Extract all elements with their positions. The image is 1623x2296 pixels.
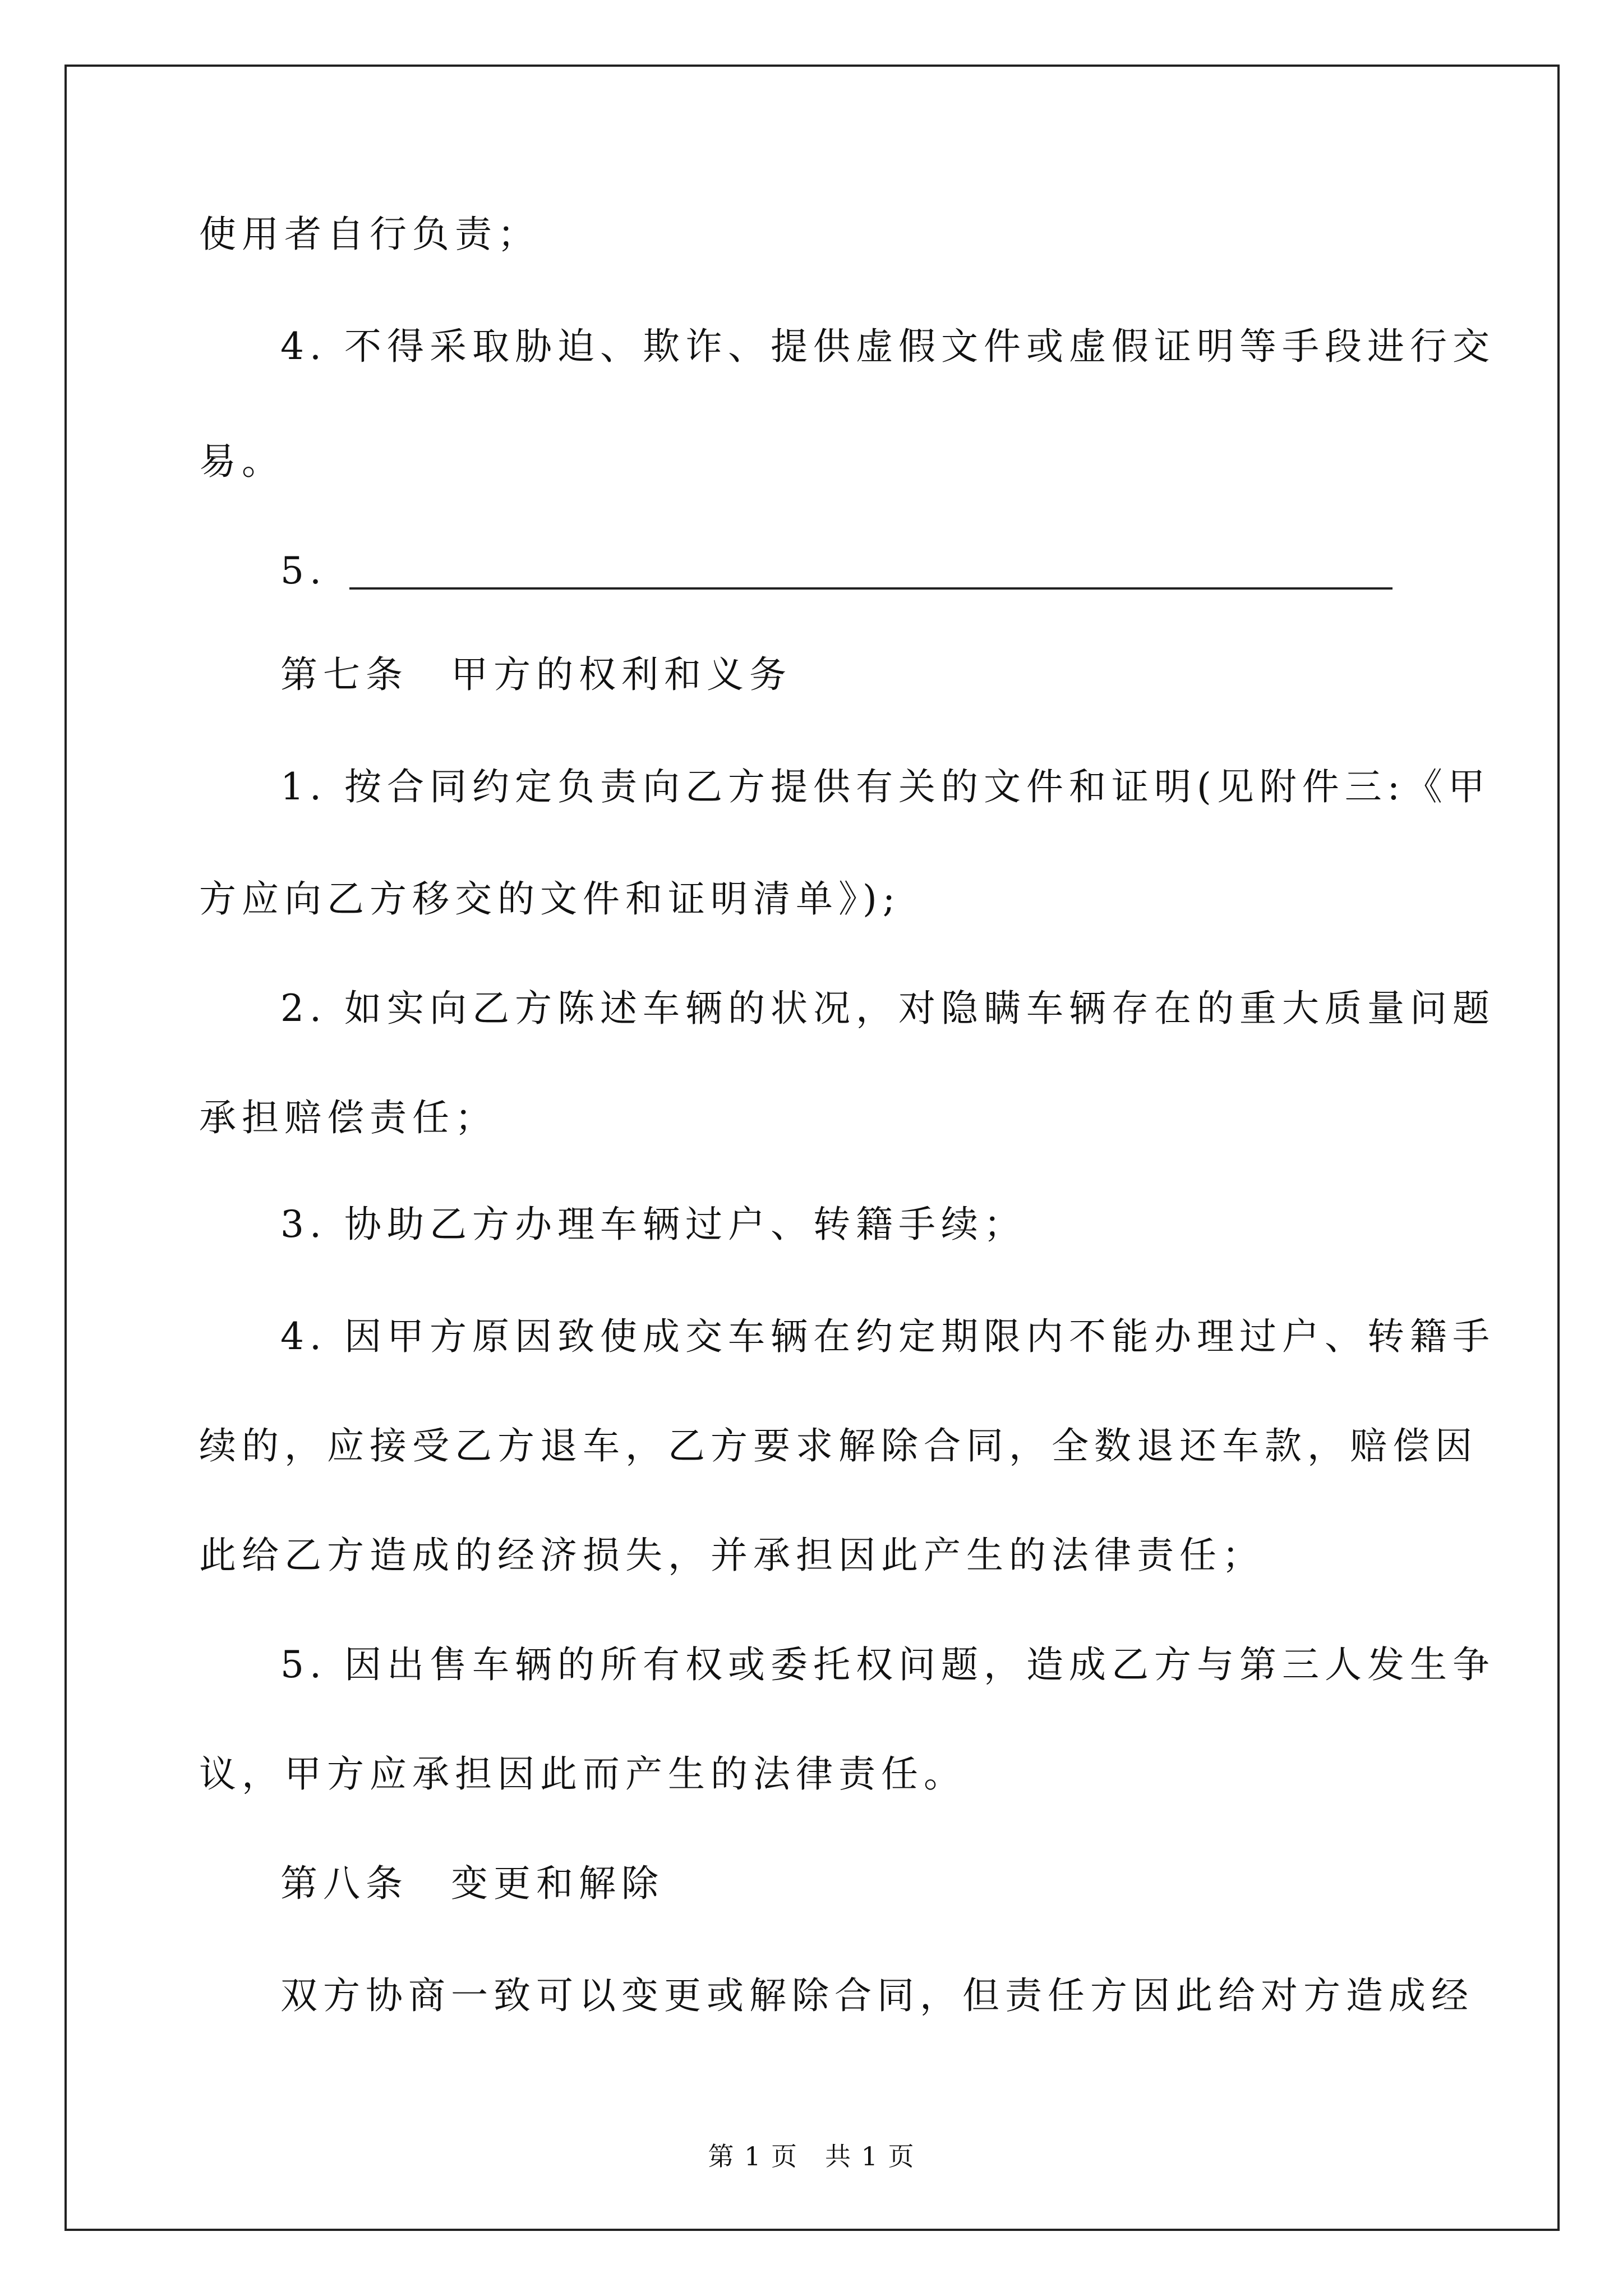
text-line: 使用者自行负责；	[199, 213, 540, 256]
text-line: 4. 不得采取胁迫、欺诈、提供虚假文件或虚假证明等手段进行交	[280, 325, 1495, 368]
text-line: 3. 协助乙方办理车辆过户、转籍手续；	[280, 1203, 1026, 1246]
text-line: 易。	[199, 440, 284, 483]
text-line: 方应向乙方移交的文件和证明清单》);	[199, 877, 901, 921]
item-number: 5.	[280, 549, 327, 592]
text-line: 双方协商一致可以变更或解除合同，但责任方因此给对方造成经	[280, 1974, 1474, 2017]
text-line: 续的，应接受乙方退车，乙方要求解除合同，全数退还车款，赔偿因	[199, 1424, 1478, 1467]
text-line: 议，甲方应承担因此而产生的法律责任。	[199, 1752, 966, 1796]
text-line: 此给乙方造成的经济损失，并承担因此产生的法律责任；	[199, 1534, 1265, 1577]
fill-in-blank	[349, 554, 1393, 590]
page-footer: 第 1 页 共 1 页	[708, 2141, 915, 2171]
text-line: 1. 按合同约定负责向乙方提供有关的文件和证明(见附件三:《甲	[280, 765, 1491, 808]
text-line: 承担赔偿责任；	[199, 1096, 497, 1139]
section-heading: 第七条 甲方的权利和义务	[280, 653, 792, 696]
numbered-blank-line	[280, 549, 1393, 592]
text-line: 4. 因甲方原因致使成交车辆在约定期限内不能办理过户、转籍手	[280, 1315, 1495, 1358]
text-line: 5. 因出售车辆的所有权或委托权问题，造成乙方与第三人发生争	[280, 1643, 1495, 1686]
section-heading: 第八条 变更和解除	[280, 1862, 664, 1905]
page-border	[64, 65, 1560, 2231]
text-line: 2. 如实向乙方陈述车辆的状况，对隐瞒车辆存在的重大质量问题	[280, 987, 1495, 1030]
